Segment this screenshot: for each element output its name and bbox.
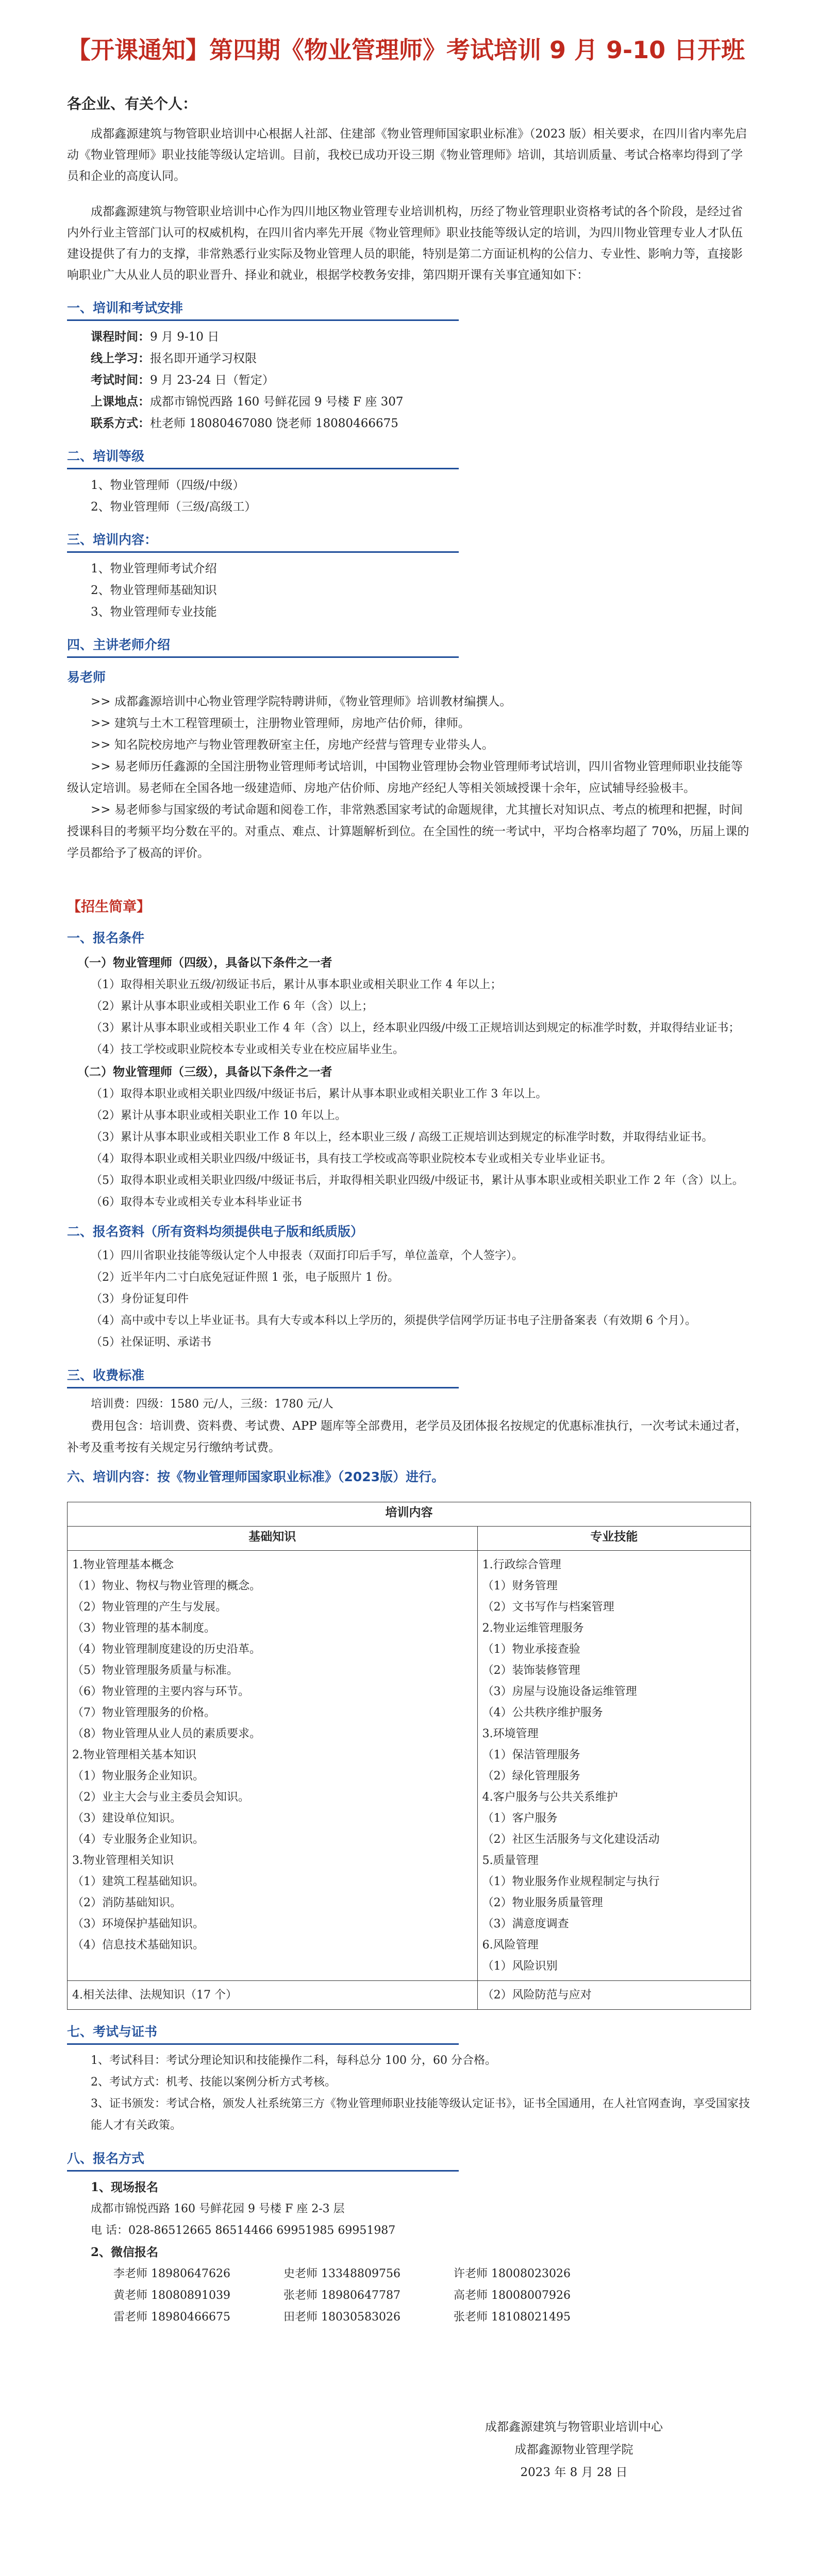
signup-wechat: 2、微信报名	[91, 2245, 159, 2259]
contact-item: 许老师 18008023026	[454, 2267, 571, 2280]
table-line: （4）公共秩序维护服务	[482, 1706, 603, 1719]
contact-item: 雷老师 18980466675	[113, 2311, 230, 2324]
doc-item: （2）近半年内二寸白底免冠证件照 1 张，电子版照片 1 份。	[91, 1271, 399, 1284]
table-caption: 培训内容	[68, 1502, 751, 1527]
table-line: （1）物业服务企业知识。	[72, 1770, 204, 1783]
table-line: （2）物业管理的产生与发展。	[72, 1601, 227, 1614]
condition-item: （3）累计从事本职业或相关职业工作 8 年以上，经本职业三级 / 高级工正规培训达到规定的标准学时数，并取得结业证书。	[91, 1131, 713, 1144]
condition-item: （3）累计从事本职业或相关职业工作 4 年（含）以上，经本职业四级/中级工正规培训达到规定的标准学时数，并取得结业证书；	[91, 1022, 740, 1035]
teacher-line: >> 易老师历任鑫源的全国注册物业管理师考试培训，中国物业管理协会物业管理师考试培训，四川省物业管理师职业技能等级认定培训。易老师在全国各地一级建造师、房地产估价师、房地产经纪人等相关领域授课十余年，应试辅导经验极丰。	[67, 760, 743, 795]
content-item: 1、物业管理师考试介绍	[91, 562, 217, 575]
condition-item: （6）取得本专业或相关专业本科毕业证书	[91, 1196, 302, 1209]
table-line: （2）文书写作与档案管理	[482, 1601, 614, 1614]
condition-item: （1）取得相关职业五级/初级证书后，累计从事本职业或相关职业工作 4 年以上；	[91, 978, 502, 991]
contact-item: 史老师 13348809756	[283, 2267, 400, 2280]
contact-item: 高老师 18008007926	[454, 2289, 571, 2302]
table-line: （1）客户服务	[482, 1812, 558, 1825]
table-line: （3）环境保护基础知识。	[72, 1918, 204, 1930]
contact-item: 李老师 18980647626	[113, 2267, 230, 2280]
table-line: （2）物业服务质量管理	[482, 1896, 603, 1909]
table-line: （6）物业管理的主要内容与环节。	[72, 1685, 249, 1698]
table-line: （4）物业管理制度建设的历史沿革。	[72, 1643, 261, 1656]
table-cell-skills	[477, 1551, 750, 1981]
table-line: （3）满意度调查	[482, 1918, 569, 1930]
condition-item: （4）取得本职业或相关职业四级/中级证书，具有技工学校或高等职业院校本专业或相关专业毕业证书。	[91, 1153, 612, 1165]
table-line: 2.物业运维管理服务	[482, 1622, 584, 1635]
table-line: 3.环境管理	[482, 1727, 539, 1740]
table-line: （1）建筑工程基础知识。	[72, 1875, 204, 1888]
schedule-list: 课程时间：9 月 9-10 日 线上学习：报名即开通学习权限 考试时间：9 月 23-24 日（暂定） 上课地点：成都市锦悦西路 160 号鲜花园 9 号楼 F 座 307 联系方式：杜老师 18080467080 饶老师 18080466675	[91, 330, 404, 430]
contact-grid	[67, 2263, 751, 2328]
table-line: （4）专业服务企业知识。	[72, 1833, 204, 1846]
exam-item: 3、证书颁发：考试合格，颁发人社系统第三方《物业管理师职业技能等级认定证书》，证书全国通用，在人社官网查询，享受国家技能人才有关政策。	[91, 2097, 750, 2132]
page-title: 【开课通知】第四期《物业管理师》考试培训 9 月 9-10 日开班	[67, 36, 745, 64]
training-content-table	[67, 1502, 751, 2010]
doc-item: （1）四川省职业技能等级认定个人申报表（双面打印后手写，单位盖章，个人签字）。	[91, 1249, 523, 1262]
exam-item: 2、考试方式：机考、技能以案例分析方式考核。	[91, 2076, 336, 2089]
document-content	[67, 31, 751, 2484]
fee-line: 培训费：四级：1580 元/人，三级：1780 元/人	[91, 1398, 333, 1411]
table-line: （1）物业承接查验	[482, 1643, 580, 1656]
greeting: 各企业、有关个人：	[67, 95, 197, 112]
intro-paragraph: 成都鑫源建筑与物管职业培训中心作为四川地区物业管理专业培训机构，历经了物业管理职业资格考试的各个阶段，是经过省内外行业主管部门认可的权威机构，在四川省内率先开展《物业管理师》职业技能等级认定的培训，为四川物业管理专业人才队伍建设提供了有力的支撑，非常熟悉行业实际及物业管理人员的职能，特别是第二方面证机构的公信力、专业性、影响力等，直接影响职业广大从业人员的职业晋升、择业和就业，根据学校教务安排，第四期开课有关事宜通知如下：	[67, 205, 743, 282]
section-header-content: 三、培训内容：	[67, 529, 751, 554]
table-line: （2）社区生活服务与文化建设活动	[482, 1833, 660, 1846]
level4-header: （一）物业管理师（四级），具备以下条件之一者	[77, 956, 332, 970]
teacher-line: >> 成都鑫源培训中心物业管理学院特聘讲师，《物业管理师》培训教材编撰人。	[91, 695, 512, 708]
table-line: （3）物业管理的基本制度。	[72, 1622, 215, 1635]
table-line: 3.物业管理相关知识	[72, 1854, 174, 1867]
signature-org2: 成都鑫源物业管理学院	[514, 2443, 633, 2456]
signup-on-site: 1、现场报名	[91, 2180, 159, 2194]
condition-item: （5）取得本职业或相关职业四级/中级证书后，并取得相关职业四级/中级证书，累计从事本职业或相关职业工作 2 年（含）以上。	[91, 1174, 744, 1187]
doc-item: （3）身份证复印件	[91, 1293, 189, 1306]
teacher-line: >> 建筑与土木工程管理硕士，注册物业管理师，房地产估价师，律师。	[91, 717, 470, 730]
content-item: 3、物业管理师专业技能	[91, 605, 217, 619]
table-line: （4）信息技术基础知识。	[72, 1939, 204, 1952]
content-item: 2、物业管理师基础知识	[91, 584, 217, 597]
table-line: （2）装饰装修管理	[482, 1664, 580, 1677]
section-header-fees: 三、收费标准	[67, 1365, 751, 1389]
fee-note: 费用包含：培训费、资料费、考试费、APP 题库等全部费用，老学员及团体报名按规定的优惠标准执行，一次考试未通过者，补考及重考按有关规定另行缴纳考试费。	[67, 1419, 747, 1454]
section-header-levels: 二、培训等级	[67, 446, 751, 470]
condition-item: （4）技工学校或职业院校本专业或相关专业在校应届毕业生。	[91, 1043, 404, 1056]
table-line: （1）财务管理	[482, 1580, 558, 1592]
contact-item: 张老师 18108021495	[454, 2311, 571, 2324]
level3-header: （二）物业管理师（三级），具备以下条件之一者	[77, 1065, 332, 1079]
signup-phones: 电 话：028-86512665 86514466 69951985 69951987	[91, 2224, 396, 2237]
table-line: （1）物业、物权与物业管理的概念。	[72, 1580, 261, 1592]
enroll-mark: 【招生简章】	[67, 899, 151, 915]
table-col-skills: 专业技能	[477, 1527, 750, 1551]
table-line: （7）物业管理服务的价格。	[72, 1706, 215, 1719]
table-line: 1.行政综合管理	[482, 1558, 561, 1571]
table-line: （2）绿化管理服务	[482, 1770, 580, 1783]
table-line: （1）保洁管理服务	[482, 1749, 580, 1761]
table-footer-right: （2）风险防范与应对	[477, 1981, 750, 2010]
signature-date: 2023 年 8 月 28 日	[520, 2466, 628, 2479]
table-line: （3）房屋与设施设备运维管理	[482, 1685, 637, 1698]
intro-paragraph: 成都鑫源建筑与物管职业培训中心根据人社部、住建部《物业管理师国家职业标准》（2023 版）相关要求，在四川省内率先启动《物业管理师》职业技能等级认定培训。目前，我校已成功开设三期《物业管理师》培训，其培训质量、考试合格率均得到了学员和企业的高度认同。	[67, 127, 747, 183]
signature-org1: 成都鑫源建筑与物管职业培训中心	[485, 2420, 663, 2434]
enroll-docs-header: 二、报名资料（所有资料均须提供电子版和纸质版）	[67, 1224, 364, 1239]
table-line: （1）风险识别	[482, 1960, 558, 1973]
table-cell-basic	[68, 1551, 478, 1981]
table-line: （8）物业管理从业人员的素质要求。	[72, 1727, 261, 1740]
doc-item: （5）社保证明、承诺书	[91, 1336, 211, 1349]
signup-address: 成都市锦悦西路 160 号鲜花园 9 号楼 F 座 2-3 层	[91, 2202, 345, 2215]
table-line: 2.物业管理相关基本知识	[72, 1749, 196, 1761]
level-item: 1、物业管理师（四级/中级）	[91, 479, 245, 492]
table-line: 4.客户服务与公共关系维护	[482, 1791, 618, 1804]
enroll-conditions-header: 一、报名条件	[67, 930, 145, 945]
table-line: （5）物业管理服务质量与标准。	[72, 1664, 238, 1677]
condition-item: （2）累计从事本职业或相关职业工作 10 年以上。	[91, 1109, 346, 1122]
section-header-schedule: 一、培训和考试安排	[67, 297, 751, 322]
teacher-line: >> 易老师参与国家级的考试命题和阅卷工作，非常熟悉国家考试的命题规律，尤其擅长对知识点、考点的梳理和把握，时间授课科目的考频平均分数在平的。对重点、难点、计算题解析到位。在全国性的统一考试中，平均合格率均超了 70%，历届上课的学员都给予了极高的评价。	[67, 803, 749, 860]
table-line: （3）建设单位知识。	[72, 1812, 181, 1825]
teacher-line: >> 知名院校房地产与物业管理教研室主任，房地产经营与管理专业带头人。	[91, 738, 494, 752]
table-line: （1）物业服务作业规程制定与执行	[482, 1875, 660, 1888]
section-header-exam: 七、考试与证书	[67, 2021, 751, 2046]
doc-item: （4）高中或中专以上毕业证书。具有大专或本科以上学历的，须提供学信网学历证书电子注册备案表（有效期 6 个月）。	[91, 1314, 696, 1327]
level-item: 2、物业管理师（三级/高级工）	[91, 500, 257, 514]
contact-item: 黄老师 18080891039	[113, 2289, 230, 2302]
table-line: 5.质量管理	[482, 1854, 539, 1867]
table-line: 6.风险管理	[482, 1939, 539, 1952]
contact-item: 田老师 18030583026	[283, 2311, 400, 2324]
condition-item: （1）取得本职业或相关职业四级/中级证书后，累计从事本职业或相关职业工作 3 年以上。	[91, 1088, 547, 1100]
table-line: （2）消防基础知识。	[72, 1896, 181, 1909]
training-content-note: 六、培训内容：按《物业管理师国家职业标准》（2023版）进行。	[67, 1469, 445, 1484]
teacher-name: 易老师	[67, 670, 106, 685]
table-line: （2）业主大会与业主委员会知识。	[72, 1791, 249, 1804]
table-line: 1.物业管理基本概念	[72, 1558, 174, 1571]
section-header-signup: 八、报名方式	[67, 2148, 751, 2173]
table-footer-left: 4.相关法律、法规知识（17 个）	[68, 1981, 478, 2010]
section-header-teacher: 四、主讲老师介绍	[67, 634, 751, 659]
contact-item: 张老师 18980647787	[283, 2289, 400, 2302]
exam-item: 1、考试科目：考试分理论知识和技能操作二科，每科总分 100 分，60 分合格。	[91, 2054, 496, 2067]
condition-item: （2）累计从事本职业或相关职业工作 6 年（含）以上；	[91, 1000, 373, 1013]
table-col-basic: 基础知识	[68, 1527, 478, 1551]
